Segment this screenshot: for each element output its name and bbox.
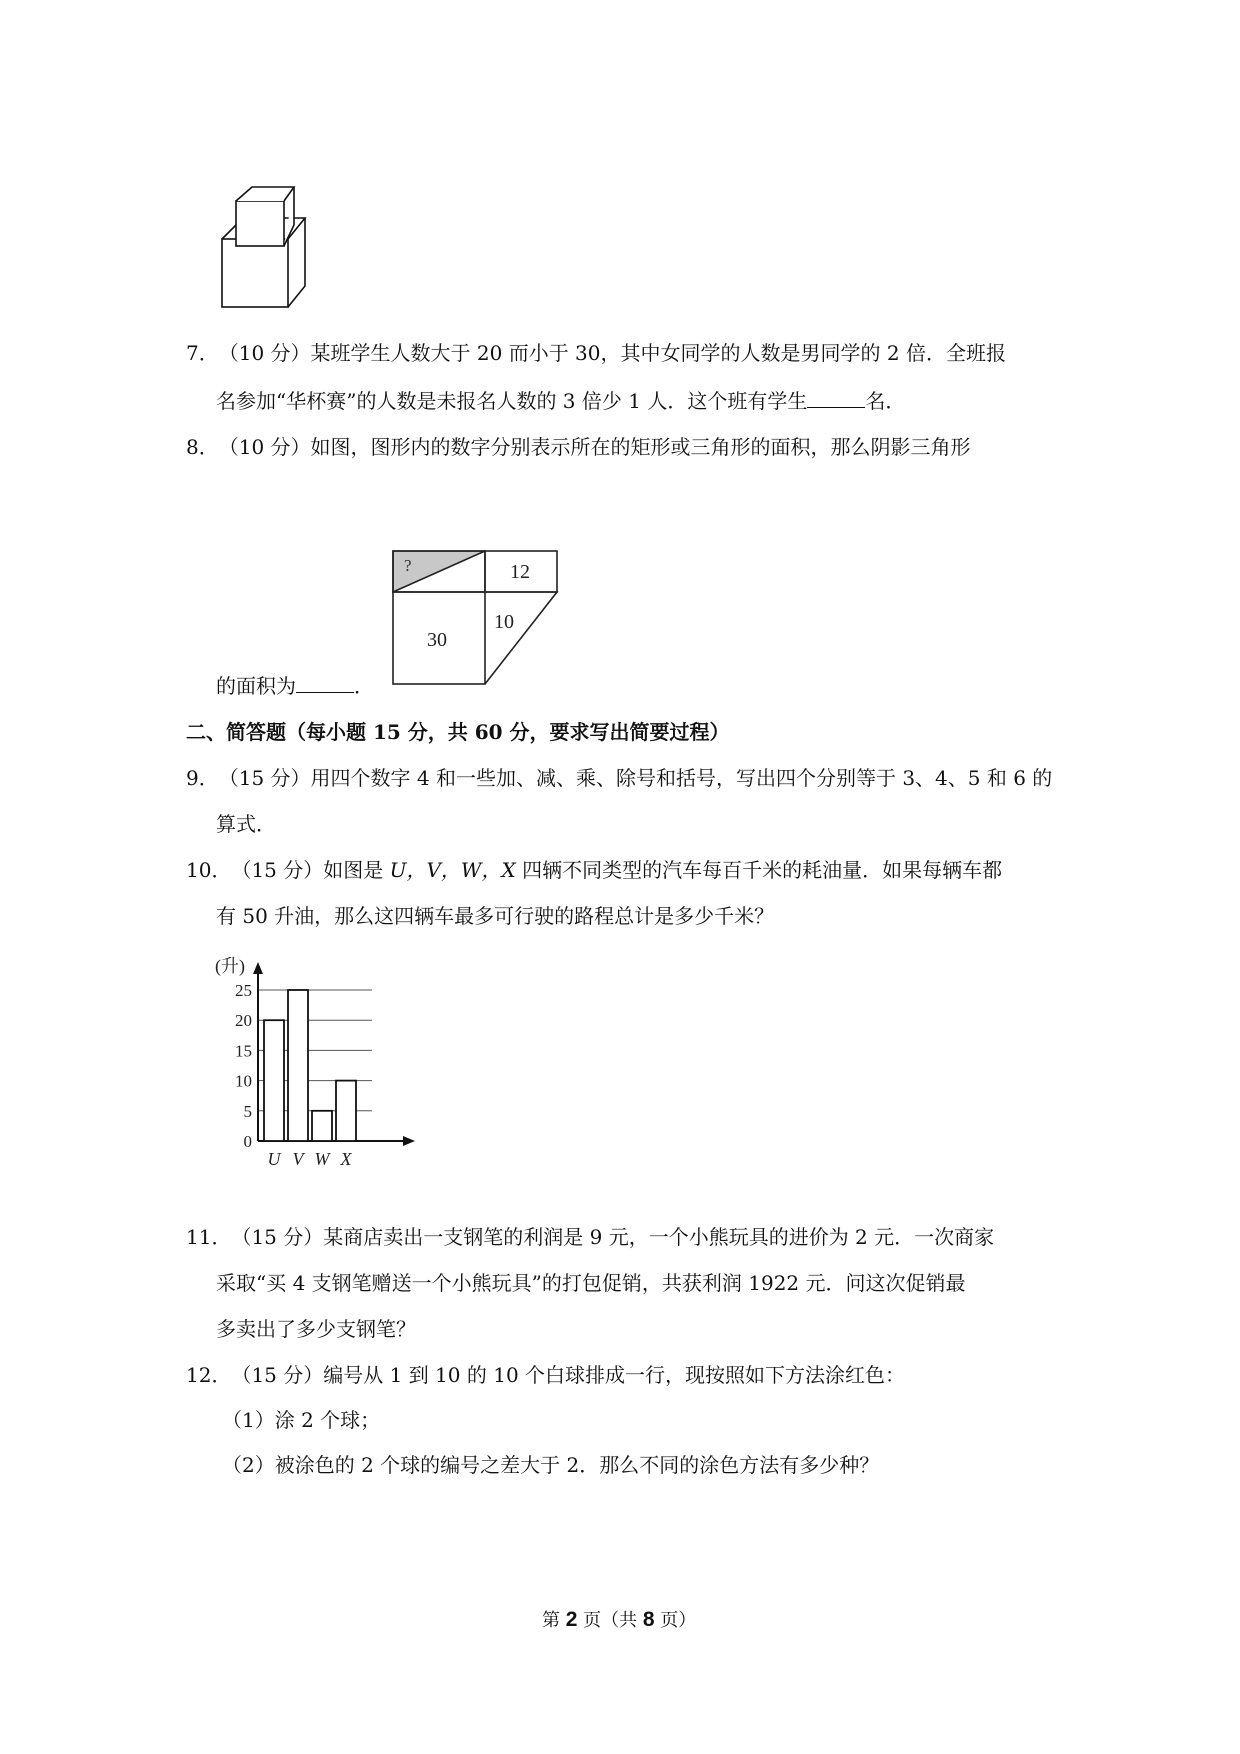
section-2-title: 二、简答题（每小题 15 分，共 60 分，要求写出简要过程）	[186, 720, 730, 744]
area-label-30: 30	[427, 629, 447, 651]
chart-y-label: (升)	[215, 956, 245, 976]
question-12-line-1	[186, 1360, 905, 1390]
y-tick-label-0: 0	[243, 1132, 252, 1151]
question-8-line-2	[216, 671, 374, 701]
question-7-text-2b: 名．	[865, 389, 906, 413]
question-8-text-1: （10 分）如图，图形内的数字分别表示所在的矩形或三角形的面积，那么阴影三角形	[218, 435, 971, 459]
area-figure	[390, 548, 570, 688]
question-7-text-2a: 名参加“华杯赛”的人数是未报名人数的 3 倍少 1 人．这个班有学生	[216, 389, 808, 413]
stacked-cubes-figure	[215, 165, 315, 315]
bar-X	[336, 1081, 356, 1141]
question-11-line-1	[186, 1222, 994, 1252]
question-7-line-2	[216, 386, 905, 416]
question-8-line-1	[186, 432, 971, 462]
question-10-number: 10．	[186, 858, 232, 882]
question-7-text-1: （10 分）某班学生人数大于 20 而小于 30，其中女同学的人数是男同学的 2 倍．全班报	[218, 341, 1006, 365]
question-12-line-3: （2）被涂色的 2 个球的编号之差大于 2．那么不同的涂色方法有多少种？	[222, 1453, 880, 1477]
question-12-line-2: （1）涂 2 个球；	[222, 1408, 381, 1432]
answer-blank-8[interactable]	[296, 672, 354, 693]
y-tick-label-15: 15	[235, 1041, 252, 1061]
footer-text-a: 第	[542, 1610, 566, 1631]
y-tick-label-5: 5	[243, 1101, 252, 1121]
bar-U	[264, 1020, 284, 1141]
x-axis-arrow	[403, 1136, 415, 1146]
bottom-cube-front	[222, 239, 288, 307]
top-cube-top	[236, 187, 294, 201]
x-label-W: W	[314, 1149, 330, 1169]
y-tick-label-20: 20	[235, 1011, 252, 1031]
answer-blank-7[interactable]	[807, 387, 865, 408]
footer-total-pages: 8	[642, 1608, 655, 1631]
area-label-10: 10	[494, 611, 514, 633]
footer-text-b: 页（共	[577, 1610, 643, 1631]
question-10-line-2: 有 50 升油，那么这四辆车最多可行驶的路程总计是多少千米？	[216, 904, 775, 928]
question-9-text-1: （15 分）用四个数字 4 和一些加、减、乘、除号和括号，写出四个分别等于 3、4、5 和 6 的	[218, 766, 1053, 790]
question-11-number: 11．	[186, 1225, 232, 1249]
question-9-line-2: 算式．	[216, 812, 276, 836]
question-9-number: 9．	[186, 766, 219, 790]
question-7-line-1	[186, 338, 1006, 368]
question-10-text-1b: 四辆不同类型的汽车每百千米的耗油量．如果每辆车都	[515, 858, 1003, 882]
question-11-text-1: （15 分）某商店卖出一支钢笔的利润是 9 元，一个小熊玩具的进价为 2 元．一次商家	[231, 1225, 995, 1249]
question-8-text-2b: ．	[354, 674, 374, 698]
question-12-number: 12．	[186, 1363, 232, 1387]
question-11-line-2: 采取“买 4 支钢笔赠送一个小熊玩具”的打包促销，共获利润 1922 元．问这次促销最	[216, 1271, 966, 1295]
footer-text-c: 页）	[654, 1610, 697, 1631]
x-label-X: X	[340, 1149, 352, 1169]
question-10-vars: U，V，W，X	[389, 858, 516, 882]
page-footer	[542, 1608, 696, 1633]
top-cube-front	[236, 201, 284, 246]
area-label-12: 12	[510, 561, 530, 583]
question-7-number: 7．	[186, 341, 219, 365]
question-12-text-1: （15 分）编号从 1 到 10 的 10 个白球排成一行，现按照如下方法涂红色：	[231, 1363, 906, 1387]
question-8-text-2a: 的面积为	[216, 674, 296, 698]
question-9-line-1	[186, 763, 1052, 793]
y-tick-label-25: 25	[235, 981, 252, 1000]
x-label-U: U	[267, 1149, 281, 1169]
footer-page-number: 2	[565, 1608, 578, 1631]
question-8-number: 8．	[186, 435, 219, 459]
bar-W	[312, 1111, 332, 1141]
question-10-text-1a: （15 分）如图是	[231, 858, 390, 882]
y-axis-arrow	[253, 962, 263, 974]
shaded-label: ?	[404, 556, 412, 575]
y-tick-label-10: 10	[235, 1071, 252, 1091]
question-10-line-1	[186, 855, 1002, 885]
question-11-line-3: 多卖出了多少支钢笔？	[216, 1317, 416, 1341]
bar-V	[288, 990, 308, 1141]
fuel-consumption-chart	[215, 950, 425, 1175]
x-label-V: V	[292, 1149, 304, 1169]
